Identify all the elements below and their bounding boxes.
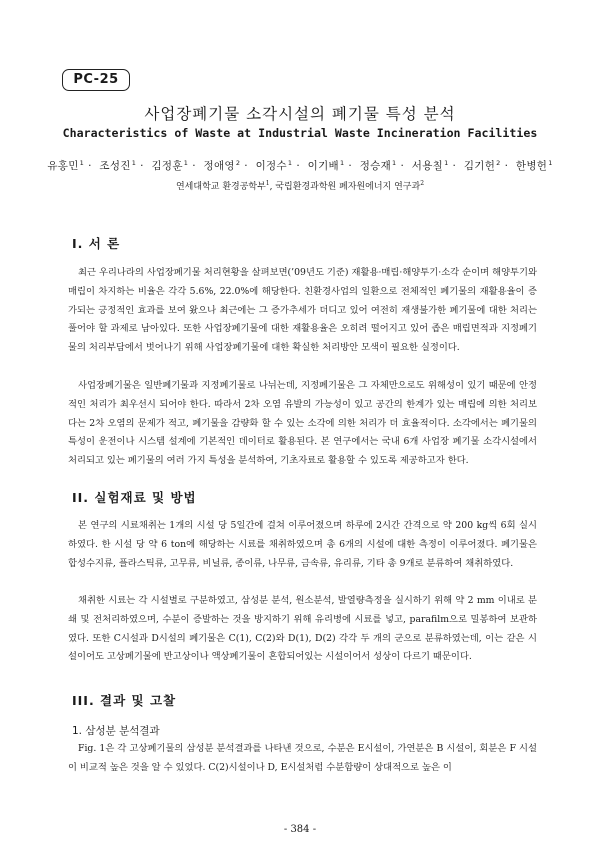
methods-paragraph-2: 채취한 시료는 각 시설별로 구분하였고, 삼성분 분석, 원소분석, 발열량측정을 실시하기 위해 약 2 mm 이내로 분쇄 및 전처리하였으며, 수분이 증발하는 것을 방지하기 위해 유리병에 시료를 넣고, parafilm으로 밀봉하여 보관하였다. 또한 C시설과 D시설의 폐기물은 C(1), C(2)와 D(1), D(2) 각각 두 개의 군으로 분류하였는데, 이는 같은 시설이어도 고상폐기물에 반고상이나 액상폐기물이 혼합되어있는 시설이어서 성상이 다르기 때문이다. (68, 595, 537, 663)
author: 정애영$^2$ (203, 158, 241, 172)
intro-paragraph-2: 사업장폐기물은 일반폐기물과 지정폐기물로 나뉘는데, 지정폐기물은 그 자체만으로도 위해성이 있기 때문에 안정적인 처리가 최우선시 되어야 한다. 따라서 2차 오염 유발의 가능성이 있고 공간의 한계가 있는 매립에 의한 처리보다는 2차 오염의 문제가 적고, 폐기물을 감량화 할 수 있는 소각에 의한 처리가 더 효율적이다. 소각에서는 폐기물의 특성이 운전이나 시스템 설계에 기본적인 데이터로 활용된다. 본 연구에서는 국내 6개 사업장 폐기물 소각시설에서 처리되고 있는 폐기물의 여러 가지 특성을 분석하여, 기초자료로 활용할 수 있도록 제공하고자 한다. (68, 380, 537, 467)
author: 서용칠$^1$ (411, 158, 449, 172)
page-number: - 384 - (283, 824, 317, 835)
author: 정승재$^1$ (359, 158, 397, 172)
section-heading-intro: I. 서 론 (72, 236, 121, 251)
korean-title: 사업장폐기물 소각시설의 폐기물 특성 분석 (144, 105, 456, 123)
section-heading-methods: II. 실험재료 및 방법 (72, 490, 197, 505)
author: 조성진$^1$ (99, 158, 137, 172)
author: 이정수$^1$ (255, 158, 293, 172)
results-paragraph-1: Fig. 1은 각 고상폐기물의 삼성분 분석결과를 나타낸 것으로, 수분은 E시설이, 가연분은 B 시설이, 회분은 F 시설이 비교적 높은 것을 알 수 있었다. C(2)시설이나 D, E시설처럼 수분함량이 상대적으로 높은 이 (68, 743, 537, 773)
section-heading-results: III. 결과 및 고찰 (72, 693, 177, 708)
author: 이기배$^1$ (307, 158, 345, 172)
author: 유홍민$^1$ (47, 158, 85, 172)
methods-paragraph-1: 본 연구의 시료채취는 1개의 시설 당 5일간에 걸쳐 이루어졌으며 하루에 2시간 간격으로 약 200 kg씩 6회 실시 하였다. 한 시설 당 약 6 ton에 해당하는 시료를 채취하였으며 총 6개의 시설에 대한 측정이 이루어졌다. 폐기물은 합성수지류, 플라스틱류, 고무류, 비닐류, 종이류, 나무류, 금속류, 유리류, 기타 총 9개로 분류하여 채취하였다. (68, 520, 537, 569)
subsection-heading-proximate: 1. 삼성분 분석결과 (72, 725, 160, 737)
author: 김정훈$^1$ (151, 158, 189, 172)
author-list: 유홍민$^1$ · 조성진$^1$ · 김정훈$^1$ · 정애영$^2$ · 이정수$^1$ · 이기배$^1$ · 정승재$^1$ · 서용칠$^1$ · 김기헌$^2$ · 한병헌$^1$ (47, 158, 553, 172)
author: 김기헌$^2$ (463, 158, 501, 172)
author: 한병헌$^1$ (515, 158, 553, 172)
english-title: Characteristics of Waste at Industrial Waste Incineration Facilities (62, 126, 538, 140)
affiliation: 연세대학교 환경공학부$^1$, 국립환경과학원 폐자원에너지 연구과$^2$ (175, 180, 425, 192)
intro-paragraph-1: 최근 우리나라의 사업장폐기물 처리현황을 살펴보면(’09년도 기준) 재활용·매립·해양투기·소각 순이며 해양투기와 매립이 차지하는 비율은 각각 5.6%, 22.0%에 해당한다. 친환경사업의 일환으로 전체적인 폐기물의 재활용율이 증가되는 긍정적인 효과를 보여 왔으나 최근에는 그 증가추세가 더디고 있어 여전히 재생불가한 폐기물에 대한 처리는 풀어야 할 과제로 남아있다. 또한 사업장폐기물에 대한 재활용율은 오히려 떨어지고 있어 좁은 매립면적과 지정폐기물의 처리부담에서 벗어나기 위해 사업장폐기물에 대한 확실한 처리방안 모색이 필요한 실정이다. (68, 267, 537, 354)
session-badge: PC-25 (62, 69, 130, 91)
